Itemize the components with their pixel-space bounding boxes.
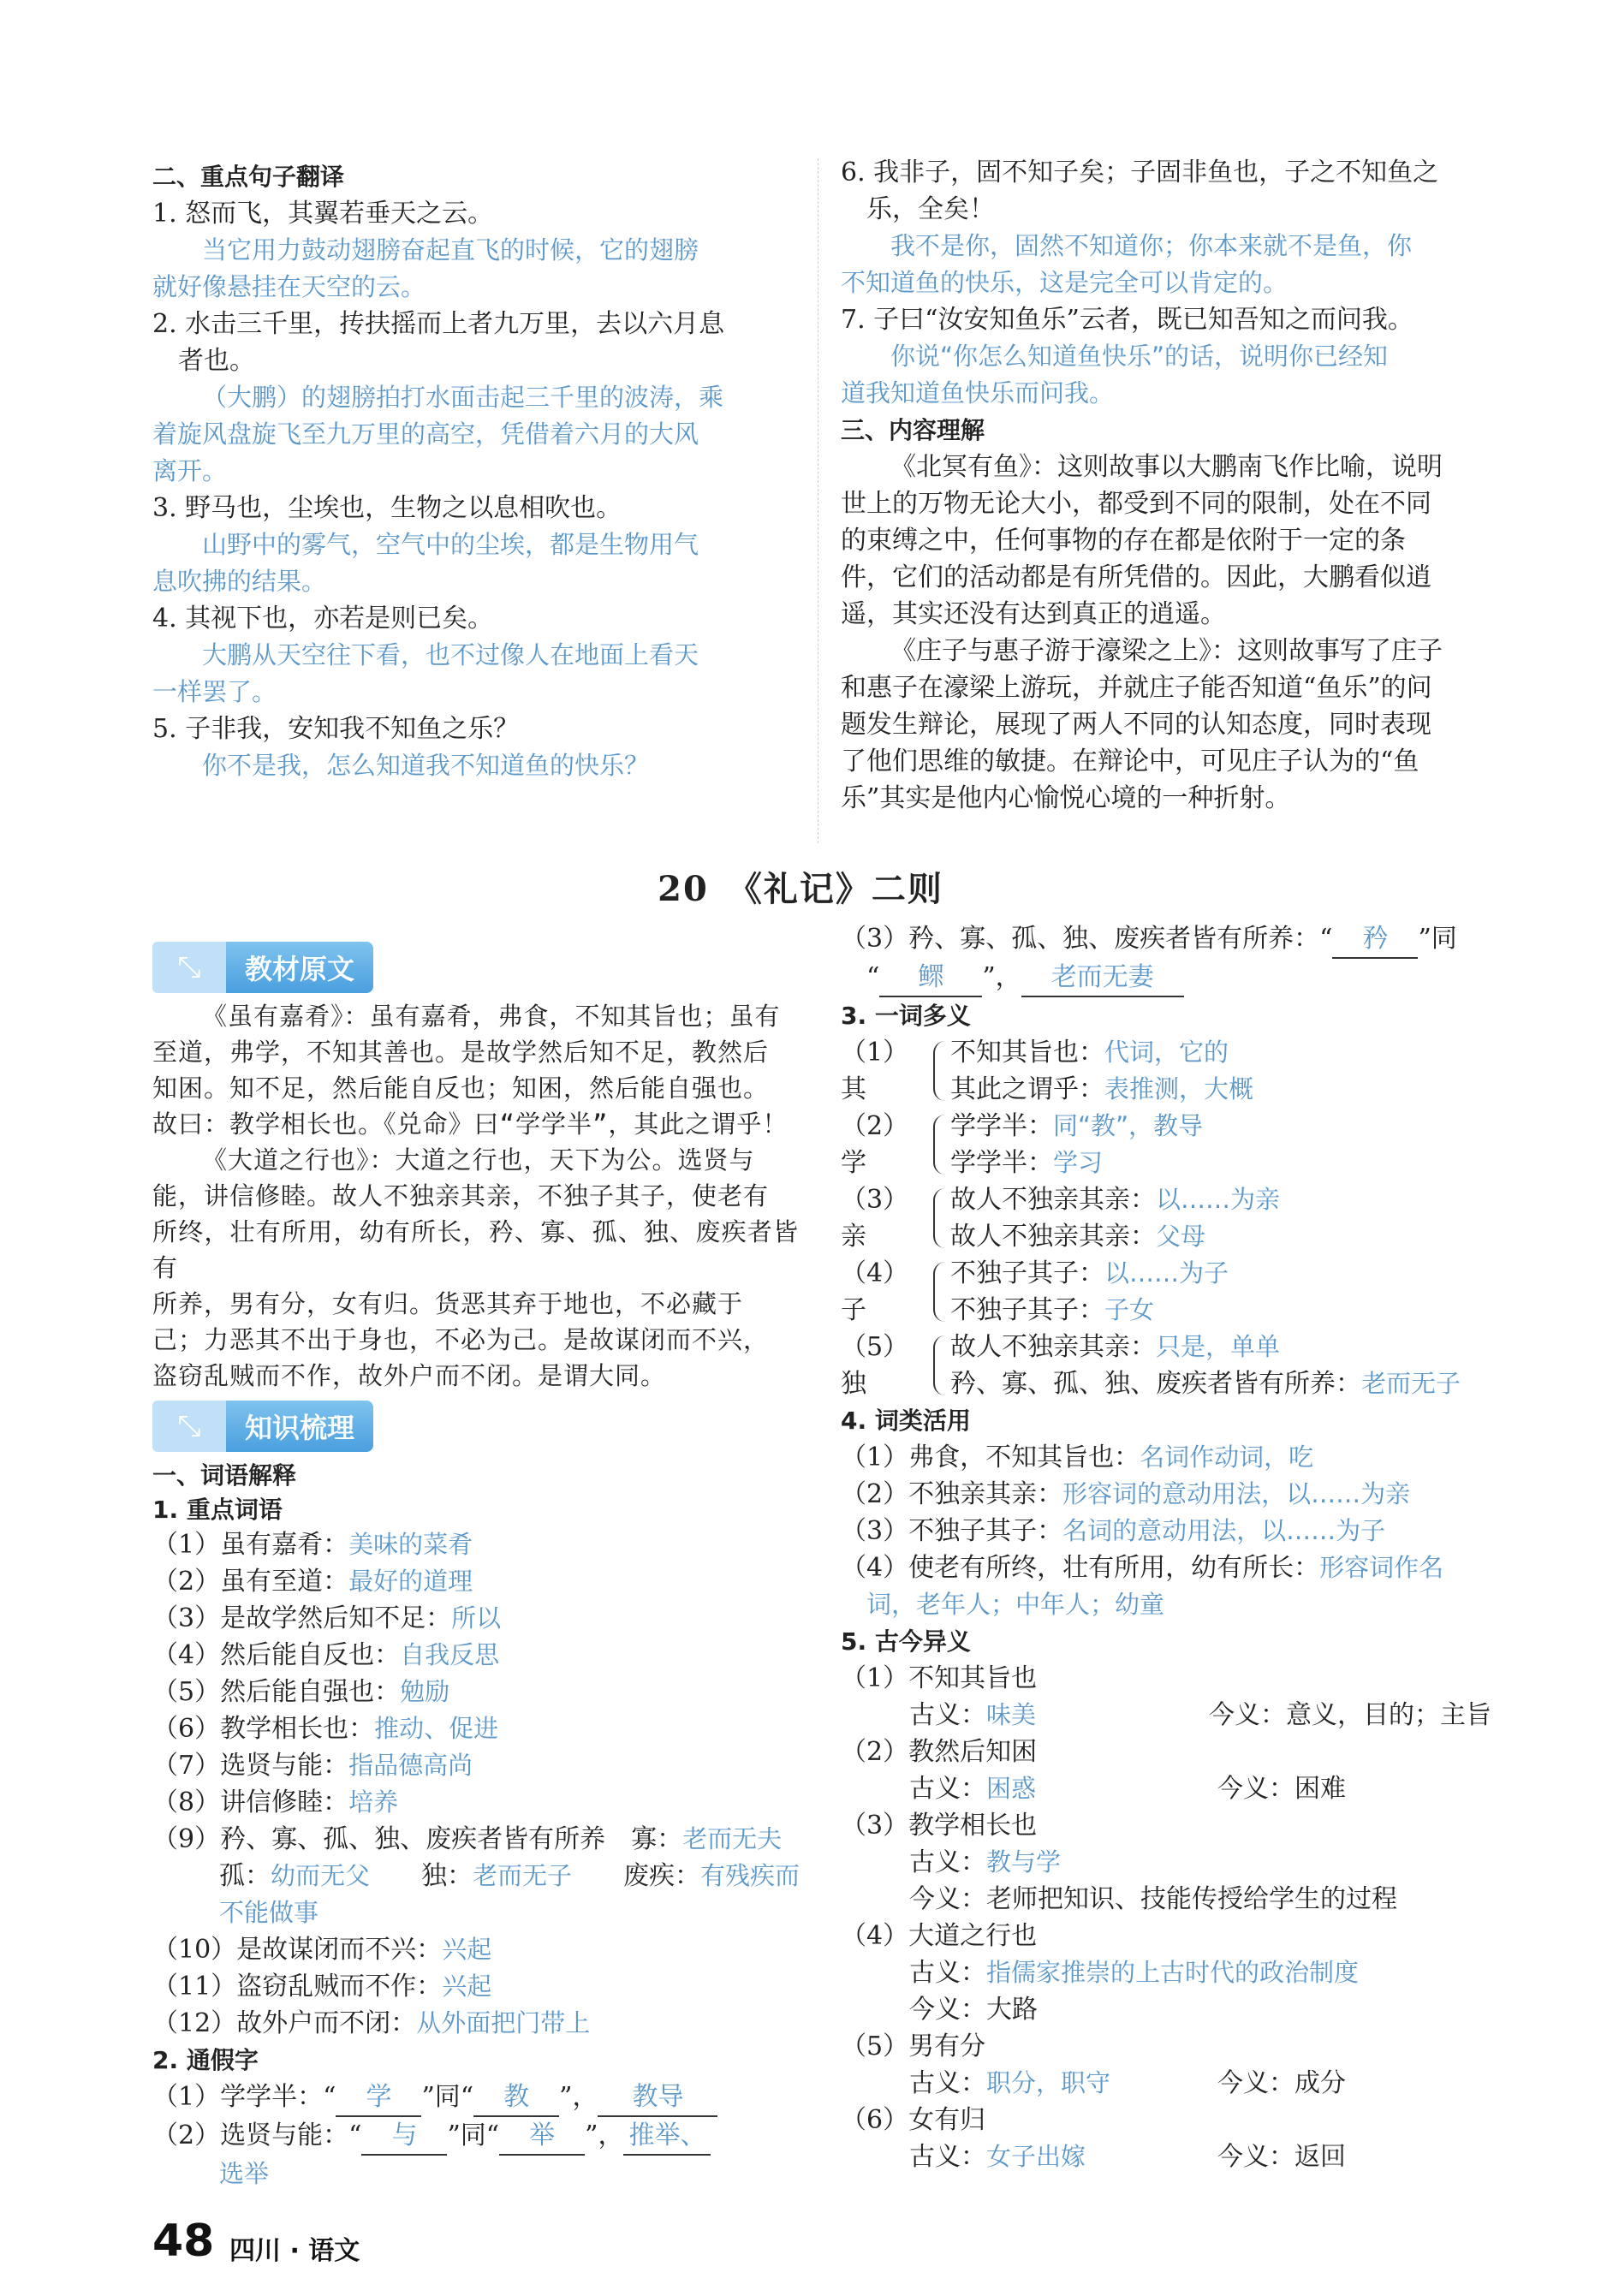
vocab-item: （9）矜、寡、孤、独、废疾者皆有所养 寡：老而无夫	[152, 1824, 783, 1854]
brace	[933, 1115, 945, 1175]
answer-line: 我不是你，固然不知道你；你本来就不是鱼，你	[890, 231, 1413, 260]
content-para-line: 题发生辩论，展现了两人不同的认知态度，同时表现	[841, 710, 1431, 740]
question: 7. 子曰“汝安知鱼乐”云者，既已知吾知之而问我。	[841, 305, 1414, 335]
lesson-title: 20 《礼记》二则	[658, 869, 943, 909]
original-line: 所养，男有分，女有归。货恶其弃于地也，不必藏于	[152, 1289, 744, 1318]
collapse-arrows-icon: ⤡	[152, 1401, 226, 1452]
page-number: 48	[152, 2216, 215, 2267]
question: 1. 怒而飞，其翼若垂天之云。	[152, 199, 494, 229]
ancient-item-modern: 今义：大路	[909, 1995, 1038, 2025]
answer-line: 山野中的雾气，空气中的尘埃，都是生物用气	[202, 530, 699, 559]
question: 者也。	[178, 346, 255, 376]
section-heading: 二、重点句子翻译	[152, 163, 345, 191]
polysemy-group: （5）独 故人不独亲其亲：只是，单单 矜、寡、孤、独、废疾者皆有所养：老而无子	[841, 1332, 1461, 1399]
answer-line: 离开。	[152, 456, 228, 485]
answer-line: （大鹏）的翅膀拍打水面击起三千里的波涛，乘	[202, 383, 724, 412]
section-heading: 一、词语解释	[152, 1461, 297, 1490]
ancient-item-title: （3）教学相长也	[841, 1811, 1038, 1841]
original-and-vocab	[152, 935, 799, 2192]
vocab-item: （11）盗窃乱贼而不作：兴起	[152, 1972, 492, 2002]
vocab-item: （4）然后能自反也：自我反思	[152, 1640, 500, 1670]
ancient-item-title: （1）不知其旨也	[841, 1663, 1038, 1693]
vocab-item: （5）然后能自强也：勉励	[152, 1677, 450, 1707]
answer-line: 息吹拂的结果。	[152, 567, 327, 596]
question: 2. 水击三千里，抟扶摇而上者九万里，去以六月息	[152, 309, 725, 339]
sub-heading: 1. 重点词语	[152, 1496, 283, 1524]
content-para-line: 的束缚之中，任何事物的存在都是依附于一定的条	[841, 526, 1406, 556]
original-line: 故曰：教学相长也。《兑命》曰“学学半”，其此之谓乎！	[152, 1109, 789, 1139]
vocab-item: （10）是故谋闭而不兴：兴起	[152, 1935, 492, 1965]
polysemy-group: （2）学 学学半：同“教”，教导 学学半：学习	[841, 1111, 1204, 1178]
sub-heading: 3. 一词多义	[841, 1002, 971, 1030]
polysemy-group: （1）其 不知其旨也：代词，它的 其此之谓乎：表推测，大概	[841, 1038, 1254, 1104]
tongjia-continued: 选举	[219, 2159, 270, 2188]
collapse-arrows-icon: ⤡	[152, 942, 226, 993]
badge-label: 教材原文	[226, 942, 373, 993]
usage-item: （3）不独子其子：名词的意动用法，以……为子	[841, 1516, 1386, 1546]
original-line: 知困。知不足，然后能自反也；知困，然后能自强也。	[152, 1074, 770, 1103]
original-line: 所终，壮有所用，幼有所长，矜、寡、孤、独、废疾者皆有	[152, 1217, 799, 1282]
brace	[933, 1262, 945, 1322]
content-para-line: 和惠子在濠梁上游玩，并就庄子能否知道“鱼乐”的问	[841, 673, 1432, 703]
vocab-item: 孤：幼而无父 独：老而无子 废疾：有残疾而	[219, 1861, 800, 1891]
badge-knowledge	[152, 1401, 373, 1452]
question: 5. 子非我，安知我不知鱼之乐？	[152, 714, 520, 744]
sub-heading: 4. 词类活用	[841, 1407, 971, 1435]
content-para-line: 《庄子与惠子游于濠梁之上》：这则故事写了庄子	[890, 636, 1443, 666]
content-para-line: 乐”其实是他内心愉悦心境的一种折射。	[841, 783, 1291, 813]
tongjia-item: （3）矜、寡、孤、独、废疾者皆有所养：“ 矜 ”同	[841, 920, 1491, 959]
footer-label: 四川 · 语文	[229, 2236, 360, 2266]
answer-line: 就好像悬挂在天空的云。	[152, 272, 426, 301]
usage-item: （1）弗食，不知其旨也：名词作动词，吃	[841, 1442, 1314, 1472]
sub-heading: 5. 古今异义	[841, 1627, 971, 1656]
vocab-item: （2）虽有至道：最好的道理	[152, 1567, 473, 1597]
ancient-item-title: （4）大道之行也	[841, 1921, 1038, 1951]
vocab-item: （1）虽有嘉肴：美味的菜肴	[152, 1530, 473, 1560]
answer-line: 你说“你怎么知道鱼快乐”的话，说明你已经知	[890, 342, 1389, 371]
knowledge-right	[841, 920, 1491, 2175]
polysemy-group: （3）亲 故人不独亲其亲：以……为亲 故人不独亲其亲：父母	[841, 1185, 1281, 1252]
ancient-item: 古义：味美 今义：意义，目的；主旨	[909, 1700, 1491, 1730]
original-line: 盗窃乱贼而不作，故外户而不闭。是谓大同。	[152, 1361, 667, 1390]
vocab-item: （6）教学相长也：推动、促进	[152, 1714, 499, 1744]
usage-item-continued: 词，老年人；中年人；幼童	[866, 1590, 1165, 1619]
sub-heading: 2. 通假字	[152, 2046, 259, 2074]
section-heading: 三、内容理解	[841, 416, 985, 444]
original-line: 《大道之行也》：大道之行也，天下为公。选贤与	[202, 1145, 755, 1175]
ancient-item: 古义：职分，职守 今义：成分	[909, 2068, 1346, 2098]
vocab-item: （3）是故学然后知不足：所以	[152, 1603, 502, 1633]
translation-section-left	[152, 158, 799, 784]
answer-line: 你不是我，怎么知道我不知道鱼的快乐？	[202, 751, 650, 780]
answer-line: 道我知道鱼快乐而问我。	[841, 378, 1115, 407]
answer-line: 不知道鱼的快乐，这是完全可以肯定的。	[841, 268, 1289, 297]
ancient-item: 古义：教与学	[909, 1847, 1062, 1877]
original-line: 《虽有嘉肴》：虽有嘉肴，弗食，不知其旨也；虽有	[202, 1002, 781, 1031]
brace	[933, 1188, 945, 1248]
badge-label: 知识梳理	[226, 1401, 373, 1452]
vocab-item: （7）选贤与能：指品德高尚	[152, 1751, 473, 1781]
tongjia-item: （2）选贤与能：“ 与 ”同“ 举 ”， 推举、	[152, 2117, 799, 2156]
answer-line: 一样罢了。	[152, 677, 277, 706]
ancient-item: 古义：指儒家推崇的上古时代的政治制度	[909, 1958, 1360, 1988]
brace	[933, 1041, 945, 1101]
ancient-item: 古义：困惑 今义：困难	[909, 1774, 1346, 1804]
tongjia-item: （1）学学半：“ 学 ”同“ 教 ”， 教导	[152, 2079, 799, 2117]
translation-section-right	[841, 154, 1491, 817]
content-para-line: 了他们思维的敏捷。在辩论中，可见庄子认为的“鱼	[841, 746, 1419, 776]
brace	[933, 1335, 945, 1395]
question: 4. 其视下也，亦若是则已矣。	[152, 604, 494, 633]
badge-original-text	[152, 942, 373, 993]
usage-item: （2）不独亲其亲：形容词的意动用法，以……为亲	[841, 1479, 1411, 1509]
original-line: 能，讲信修睦。故人不独亲其亲，不独子其子，使老有	[152, 1181, 770, 1210]
vocab-item-continued: 不能做事	[219, 1898, 319, 1927]
question: 6. 我非子，固不知子矣；子固非鱼也，子之不知鱼之	[841, 158, 1439, 187]
original-line: 至道，弗学，不知其善也。是故学然后知不足，教然后	[152, 1038, 770, 1067]
usage-item: （4）使老有所终，壮有所用，幼有所长：形容词作名	[841, 1553, 1444, 1583]
polysemy-group: （4）子 不独子其子：以……为子 不独子其子：子女	[841, 1258, 1229, 1325]
ancient-item-title: （2）教然后知困	[841, 1737, 1038, 1767]
answer-line: 大鹏从天空往下看，也不过像人在地面上看天	[202, 640, 699, 669]
original-line: 己；力恶其不出于身也，不必为己。是故谋闭而不兴，	[152, 1325, 770, 1354]
answer-line: 当它用力鼓动翅膀奋起直飞的时候，它的翅膀	[202, 235, 699, 265]
tongjia-item: “ 鳏 ”， 老而无妻	[841, 959, 1491, 997]
ancient-item-title: （6）女有归	[841, 2105, 986, 2135]
answer-line: 着旋风盘旋飞至九万里的高空，凭借着六月的大风	[152, 419, 699, 449]
ancient-item-title: （5）男有分	[841, 2031, 986, 2061]
content-para-line: 遥，其实还没有达到真正的逍遥。	[841, 599, 1226, 629]
question: 乐，全矣！	[866, 194, 995, 224]
vocab-item: （8）讲信修睦：培养	[152, 1787, 399, 1817]
ancient-item: 古义：女子出嫁 今义：返回	[909, 2142, 1346, 2172]
ancient-item-modern: 今义：老师把知识、技能传授给学生的过程	[909, 1884, 1397, 1914]
content-para-line: 件，它们的活动都是有所凭借的。因此，大鹏看似逍	[841, 562, 1431, 592]
content-para-line: 《北冥有鱼》：这则故事以大鹏南飞作比喻，说明	[890, 452, 1443, 482]
vocab-item: （12）故外户而不闭：从外面把门带上	[152, 2008, 591, 2038]
question: 3. 野马也，尘埃也，生物之以息相吹也。	[152, 493, 622, 523]
content-para-line: 世上的万物无论大小，都受到不同的限制，处在不同	[841, 489, 1431, 519]
